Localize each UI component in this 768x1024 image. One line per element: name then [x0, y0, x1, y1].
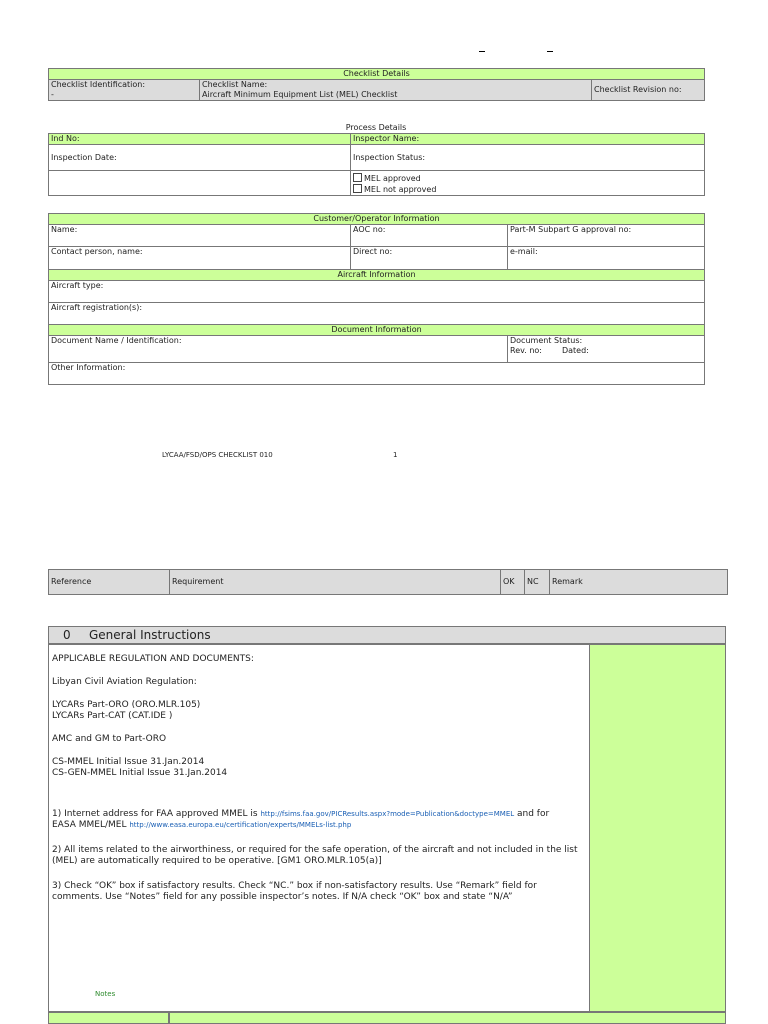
col-reference: Reference — [49, 570, 170, 595]
instructions-text — [52, 654, 584, 915]
checklist-id-label: Checklist Identification: — [51, 80, 146, 89]
easa-mmel-link[interactable]: http://www.easa.europa.eu/certification/experts/MMELs-list.php — [129, 821, 352, 829]
col-ok: OK — [501, 570, 525, 595]
amc-line: AMC and GM to Part-ORO — [52, 734, 167, 744]
document-status-label: Document Status: — [510, 336, 583, 345]
checklist-revision: Checklist Revision no: — [592, 80, 705, 101]
inspection-date-field[interactable]: Inspection Date: — [49, 145, 351, 171]
cs-gen-mmel: CS-GEN-MMEL Initial Issue 31.Jan.2014 — [52, 768, 228, 778]
ind-no-label: Ind No: — [49, 134, 351, 145]
regulation-label: Libyan Civil Aviation Regulation: — [52, 677, 197, 687]
item-2: 2) All items related to the airworthiness, or required for the safe operation, of the aircraft and not included in the list (MEL) are automatically required to be operative. [GM1 ORO.MLR.105(a)] — [52, 845, 578, 866]
page-number: 1 — [393, 451, 398, 459]
item-3: 3) Check “OK” box if satisfactory results. Check “NC.” box if non-satisfactory results. Use “Remark” field for comments. Use “Notes” field for any possible inspector’s notes. If N/A check “OK” box and state “N/A” — [52, 881, 537, 902]
other-information-field[interactable]: Other Information: — [49, 363, 705, 385]
checklist-name-value: Aircraft Minimum Equipment List (MEL) Checklist — [202, 90, 398, 99]
checklist-name-label: Checklist Name: — [202, 80, 268, 89]
checklist-id-value: - — [51, 90, 54, 99]
process-details-table — [48, 133, 705, 196]
aircraft-type-field[interactable]: Aircraft type: — [49, 281, 705, 303]
checklist-details-table — [48, 68, 705, 101]
document-info-title: Document Information — [49, 325, 705, 336]
item-1 — [52, 809, 584, 831]
section-number: 0 — [63, 628, 71, 642]
operator-name-field[interactable]: Name: — [49, 225, 351, 247]
checklist-identification — [49, 80, 200, 101]
header-dash-1 — [479, 51, 485, 52]
process-details-title: Process Details — [345, 123, 407, 132]
part-oro: LYCARs Part-ORO (ORO.MLR.105) — [52, 700, 201, 710]
customer-info-title: Customer/Operator Information — [49, 214, 705, 225]
instructions-body — [48, 644, 590, 1012]
dated-label: Dated: — [561, 346, 589, 355]
checkbox-icon[interactable] — [353, 173, 362, 182]
col-remark: Remark — [550, 570, 728, 595]
checkbox-icon[interactable] — [353, 184, 362, 193]
rev-no-label: Rev. no: — [510, 346, 542, 355]
checklist-details-title: Checklist Details — [49, 69, 705, 80]
email-field[interactable]: e-mail: — [508, 247, 705, 270]
part-cat: LYCARs Part-CAT (CAT.IDE ) — [52, 711, 173, 721]
item-1-text-a: 1) Internet address for FAA approved MMEL is — [52, 809, 258, 819]
contact-person-field[interactable]: Contact person, name: — [49, 247, 351, 270]
rev-dated-row — [510, 346, 702, 356]
document-name-field[interactable]: Document Name / Identification: — [49, 336, 508, 363]
bottom-reference-cell — [48, 1012, 169, 1024]
empty-cell — [49, 171, 351, 196]
faa-mmel-link[interactable]: http://fsims.faa.gov/PICResults.aspx?mode=Publication&doctype=MMEL — [260, 810, 515, 818]
option-approved[interactable] — [353, 173, 702, 184]
section-header — [48, 626, 726, 644]
remark-field[interactable] — [589, 644, 726, 1012]
item-1-text-b: and for — [517, 809, 550, 819]
document-status-field[interactable] — [508, 336, 705, 363]
aoc-no-field[interactable]: AOC no: — [351, 225, 508, 247]
bottom-requirement-cell — [169, 1012, 726, 1024]
footer-code: LYCAA/FSD/OPS CHECKLIST 010 — [162, 451, 273, 459]
section-title: General Instructions — [89, 628, 211, 642]
aircraft-registration-field[interactable]: Aircraft registration(s): — [49, 303, 705, 325]
inspector-name-label: Inspector Name: — [351, 134, 705, 145]
checklist-name — [200, 80, 592, 101]
item-1-text-c: EASA MMEL/MEL — [52, 820, 127, 830]
requirement-columns — [48, 569, 728, 595]
cs-mmel: CS-MMEL Initial Issue 31.Jan.2014 — [52, 757, 205, 767]
applicable-heading: APPLICABLE REGULATION AND DOCUMENTS: — [52, 654, 254, 664]
option-not-approved[interactable] — [353, 184, 702, 195]
option-not-approved-label: MEL not approved — [364, 185, 437, 194]
col-nc: NC — [525, 570, 550, 595]
notes-label: Notes — [95, 990, 116, 998]
col-requirement: Requirement — [170, 570, 501, 595]
header-dash-2 — [547, 51, 553, 52]
aircraft-info-title: Aircraft Information — [49, 270, 705, 281]
inspection-status-field[interactable]: Inspection Status: — [351, 145, 705, 171]
part-m-field[interactable]: Part-M Subpart G approval no: — [508, 225, 705, 247]
option-approved-label: MEL approved — [364, 174, 421, 183]
cs-lines — [52, 757, 584, 779]
operator-info-table — [48, 213, 705, 385]
regulation-parts — [52, 700, 584, 722]
direct-no-field[interactable]: Direct no: — [351, 247, 508, 270]
status-options — [351, 171, 705, 196]
